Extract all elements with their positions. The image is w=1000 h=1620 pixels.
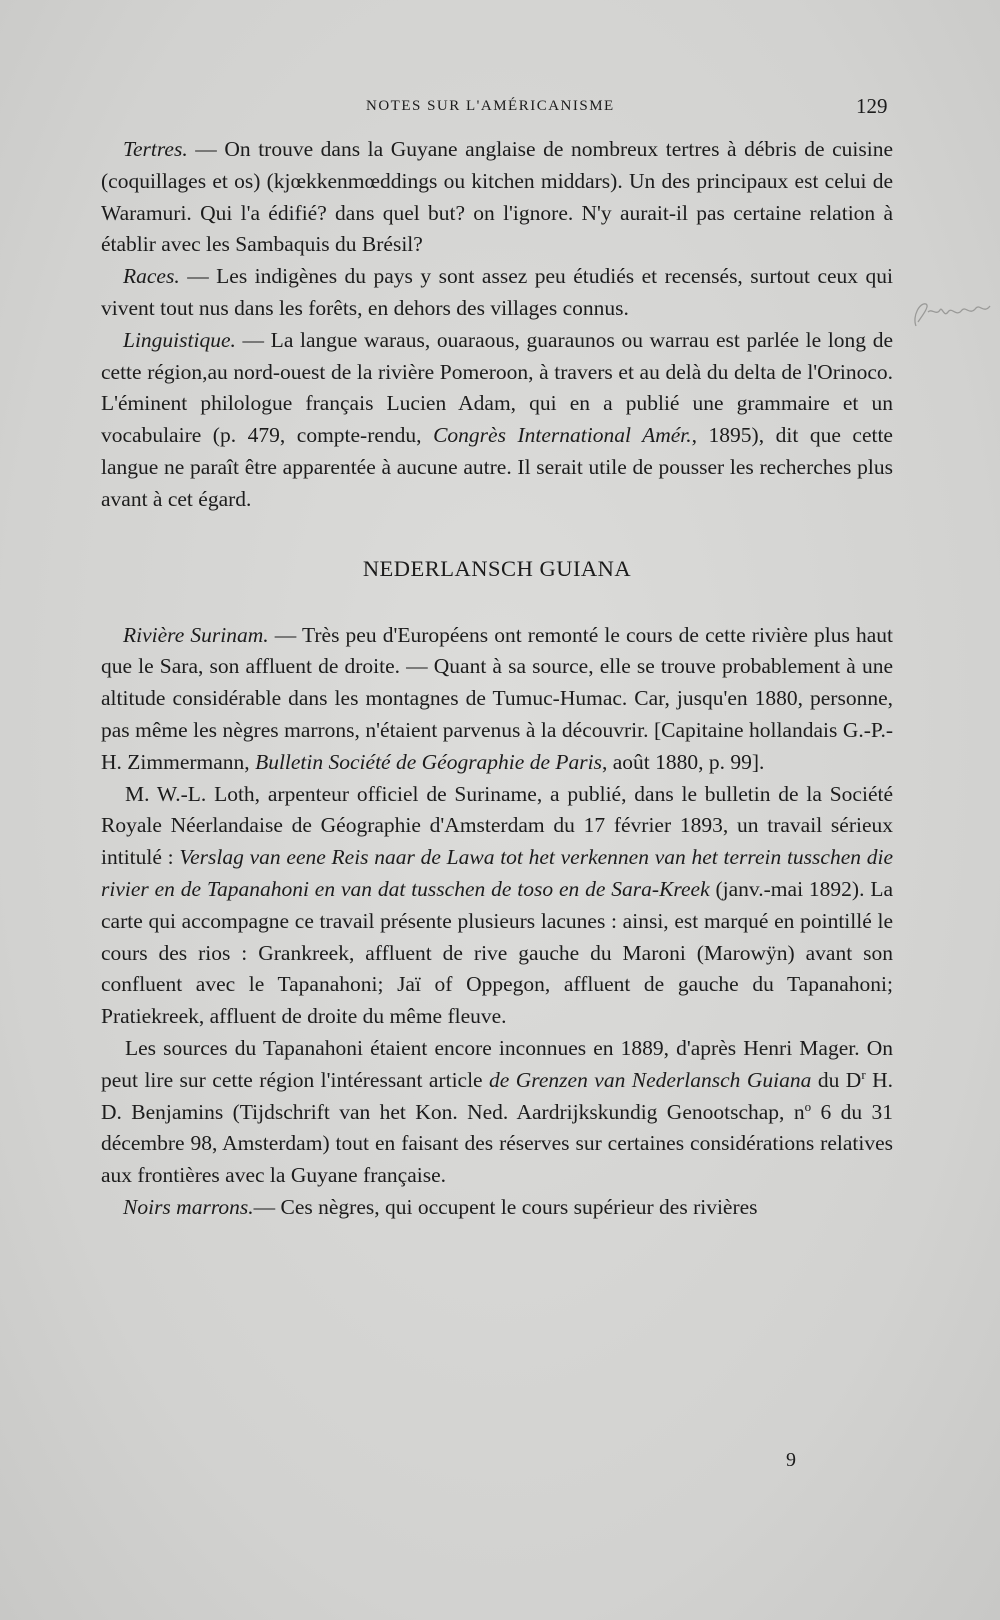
citation: Bulletin Société de Géographie de Paris <box>255 749 602 774</box>
handwritten-annotation <box>910 296 992 332</box>
signature-mark: 9 <box>786 1449 796 1471</box>
running-head: NOTES SUR L'AMÉRICANISME <box>366 98 615 114</box>
paragraph-label: Noirs marrons. <box>123 1194 254 1219</box>
paragraph-text: — Très peu d'Européens ont remonté le cours de cette rivière plus haut que le Sara, son affluent de droite. — Quant à sa source, elle se trouve probablement à une altitude considérable dans les montagnes de Tumuc-Humac. Car, jusqu'en 1880, personne, pas même les nègres marrons, n'étaient parvenus à la découvrir. [Capitaine hollandais G.-P.-H. Zimmermann, <box>101 622 893 774</box>
paragraph-label: Tertres. <box>123 137 188 161</box>
page-body <box>101 134 893 1224</box>
page-number: 129 <box>856 94 888 118</box>
paragraph-text: — Les indigènes du pays y sont assez peu étudiés et recensés, surtout ceux qui vivent tout nus dans les forêts, en dehors des villages connus. <box>101 264 893 320</box>
superscript: o <box>804 1098 812 1114</box>
citation: Congrès International Amér. <box>433 423 692 448</box>
spacer <box>101 516 893 556</box>
paragraph-text: 6 du 31 décembre 98, Amsterdam) tout en faisant des réserves sur certaines considérations relatives aux frontières avec la Guyane française. <box>101 1099 894 1188</box>
paragraph-riviere-surinam <box>101 620 893 779</box>
paragraph-text: H. D. Benjamins (Tijdschrift van het Kon. Ned. Aardrijkskundig Genootschap, n <box>101 1067 894 1124</box>
paragraph-text: — On trouve dans la Guyane anglaise de nombreux tertres à débris de cuisine (coquillages et os) (kjœkkenmœddings ou kitchen middars). Un des principaux est celui de Waramuri. Qui l'a édifié? dans quel but? on l'ignore. N'y aurait-il pas certaine relation à établir avec les Sambaquis du Brésil? <box>101 137 893 257</box>
paragraph-text: M. W.-L. Loth, arpenteur officiel de Suriname, a publié, dans le bulletin de la Société Royale Néerlandaise de Géographie d'Amsterdam du 17 février 1893, un travail sérieux intitulé : <box>101 781 893 870</box>
citation: de Grenzen van Nederlansch Guiana <box>489 1067 812 1092</box>
paragraph-sources <box>101 1033 893 1192</box>
spacer <box>101 582 893 620</box>
paragraph-label: Rivière Surinam. <box>123 622 269 647</box>
superscript: r <box>861 1066 866 1082</box>
citation: Verslag van eene Reis naar de Lawa tot het verkennen van het terrein tusschen die rivier en de Tapanahoni en van dat tusschen de toso en de Sara-Kreek <box>101 845 893 901</box>
paragraph-text: — Ces nègres, qui occupent le cours supérieur des rivières <box>253 1194 758 1219</box>
paragraph-tertres <box>101 134 893 261</box>
paragraph-text: , août 1880, p. 99]. <box>601 749 765 774</box>
paragraph-noirs-marrons <box>101 1192 893 1224</box>
page-header <box>0 94 1000 122</box>
paragraph-loth <box>101 779 893 1033</box>
paragraph-text: du D <box>811 1067 862 1092</box>
paragraph-text: , 1895), dit que cette langue ne paraît être apparentée à aucune autre. Il serait utile de pousser les recherches plus avant à cet égard. <box>101 423 893 511</box>
section-title: NEDERLANSCH GUIANA <box>362 555 632 581</box>
paragraph-text: (janv.-mai 1892). La carte qui accompagne ce travail présente plusieurs lacunes : ainsi, est marqué en pointillé le cours des rios : Grankreek, affluent de rive gauche du Maroni (Marowÿn) avant son confluent avec le Tapanahoni; Jaï of Oppegon, affluent de gauche du Tapanahoni; Pratiekreek, affluent de droite du même fleuve. <box>101 876 893 1029</box>
paragraph-text: — La langue waraus, ouaraous, guaraunos ou warrau est parlée le long de cette région,au nord-ouest de la rivière Pomeroon, à travers et au delà du delta de l'Orinoco. L'éminent philologue français Lucien Adam, qui en a publié une grammaire et un vocabulaire (p. 479, compte-rendu, <box>101 327 893 448</box>
paragraph-label: Races. <box>123 264 180 289</box>
paragraph-text: Les sources du Tapanahoni étaient encore inconnues en 1889, d'après Henri Mager. On peut lire sur cette région l'intéressant article <box>101 1035 893 1092</box>
paragraph-races <box>101 261 893 325</box>
paragraph-linguistique <box>101 325 893 516</box>
paragraph-label: Linguistique. <box>123 327 236 352</box>
